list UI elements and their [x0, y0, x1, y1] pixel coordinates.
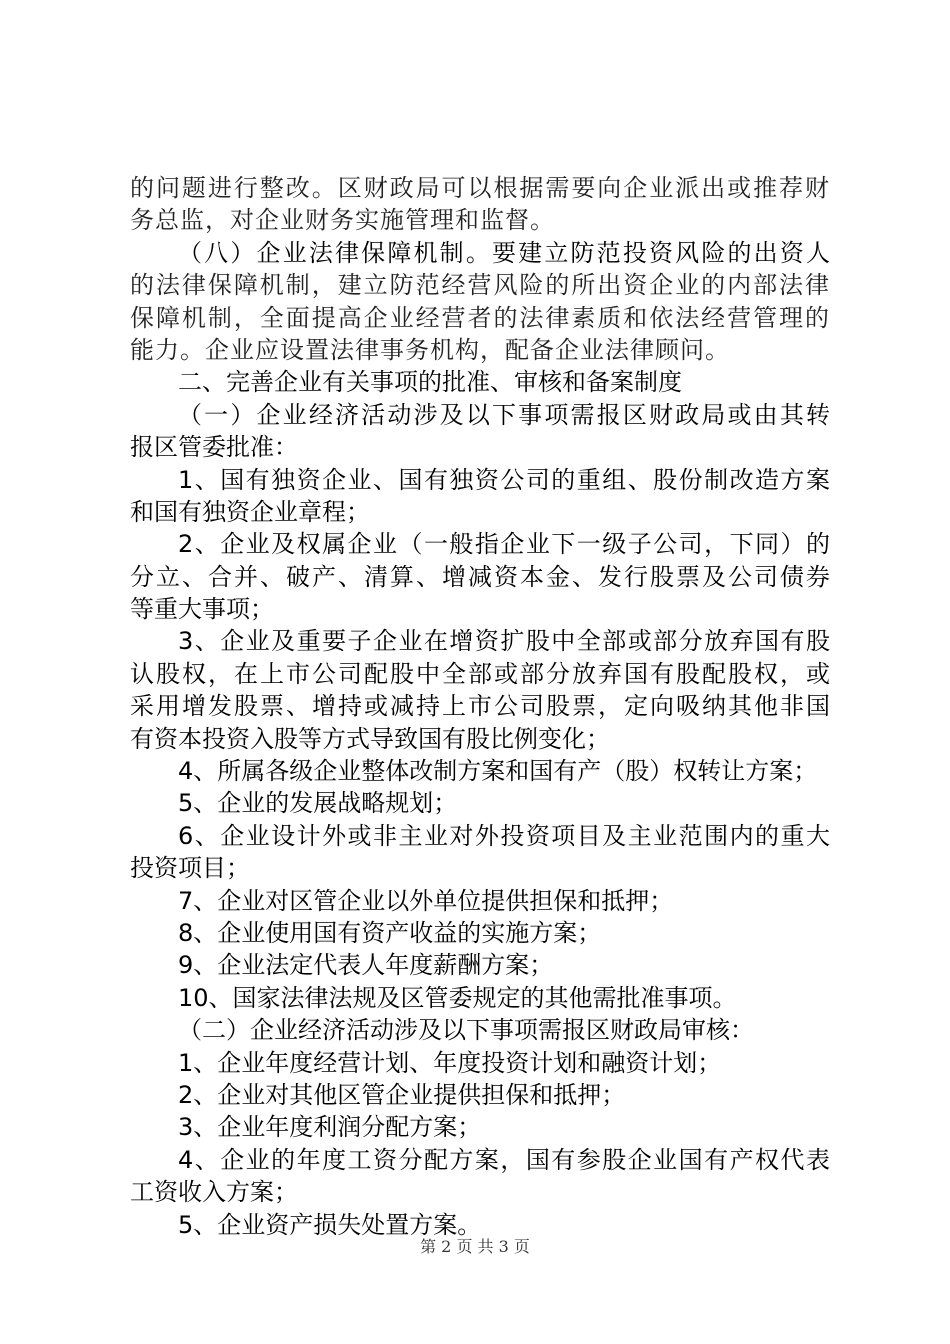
text-line: （二）企业经济活动涉及以下事项需报区财政局审核：: [178, 1016, 754, 1045]
text-line: 4、所属各级企业整体改制方案和国有产（股）权转让方案；: [178, 757, 818, 786]
text-line: 6、企业设计外或非主业对外投资项目及主业范围内的重大: [178, 821, 830, 850]
text-line: 2、企业对其他区管企业提供担保和抵押；: [178, 1080, 626, 1109]
text-line: 的问题进行整改。区财政局可以根据需要向企业派出或推荐财: [130, 174, 830, 202]
text-line: 有资本投资入股等方式导致国有股比例变化；: [130, 724, 610, 753]
text-line: 1、国有独资企业、国有独资公司的重组、股份制改造方案: [178, 465, 830, 494]
text-line: 和国有独资企业章程；: [130, 497, 370, 526]
document-body: [130, 172, 830, 1241]
text-line: 8、企业使用国有资产收益的实施方案；: [178, 918, 602, 947]
text-line: 认股权，在上市公司配股中全部或部分放弃国有股配股权，或: [130, 659, 830, 688]
text-line: 2、企业及权属企业（一般指企业下一级子公司，下同）的: [178, 530, 830, 559]
text-line: 10、国家法律法规及区管委规定的其他需批准事项。: [178, 983, 737, 1012]
text-line: 9、企业法定代表人年度薪酬方案；: [178, 951, 554, 980]
text-line: 4、企业的年度工资分配方案，国有参股企业国有产权代表: [178, 1145, 830, 1174]
text-line: （八）企业法律保障机制。要建立防范投资风险的出资人: [178, 238, 830, 267]
text-line: 5、企业的发展战略规划；: [178, 789, 458, 818]
text-line: 采用增发股票、增持或减持上市公司股票，定向吸纳其他非国: [130, 692, 830, 721]
text-line: 投资项目；: [130, 854, 250, 883]
text-line: 能力。企业应设置法律事务机构，配备企业法律顾问。: [130, 335, 730, 364]
text-line: 二、完善企业有关事项的批准、审核和备案制度: [178, 368, 682, 397]
text-line: 5、企业资产损失处置方案。: [178, 1210, 482, 1239]
text-line: 报区管委批准：: [130, 433, 298, 462]
text-line: 务总监，对企业财务实施管理和监督。: [130, 206, 555, 235]
text-line: 分立、合并、破产、清算、增减资本金、发行股票及公司债券: [130, 562, 830, 591]
text-line: 的法律保障机制，建立防范经营风险的所出资企业的内部法律: [130, 271, 830, 300]
text-line: （一）企业经济活动涉及以下事项需报区财政局或由其转: [178, 400, 830, 429]
text-line: 工资收入方案；: [130, 1178, 298, 1207]
text-line: 3、企业及重要子企业在增资扩股中全部或部分放弃国有股: [178, 627, 830, 656]
page-footer: 第 2 页 共 3 页: [420, 1237, 530, 1256]
text-line: 7、企业对区管企业以外单位提供担保和抵押；: [178, 886, 674, 915]
text-line: 保障机制，全面提高企业经营者的法律素质和依法经营管理的: [130, 303, 830, 332]
text-line: 3、企业年度利润分配方案；: [178, 1113, 482, 1142]
text-line: 1、企业年度经营计划、年度投资计划和融资计划；: [178, 1048, 722, 1077]
text-line: 等重大事项；: [130, 595, 274, 624]
